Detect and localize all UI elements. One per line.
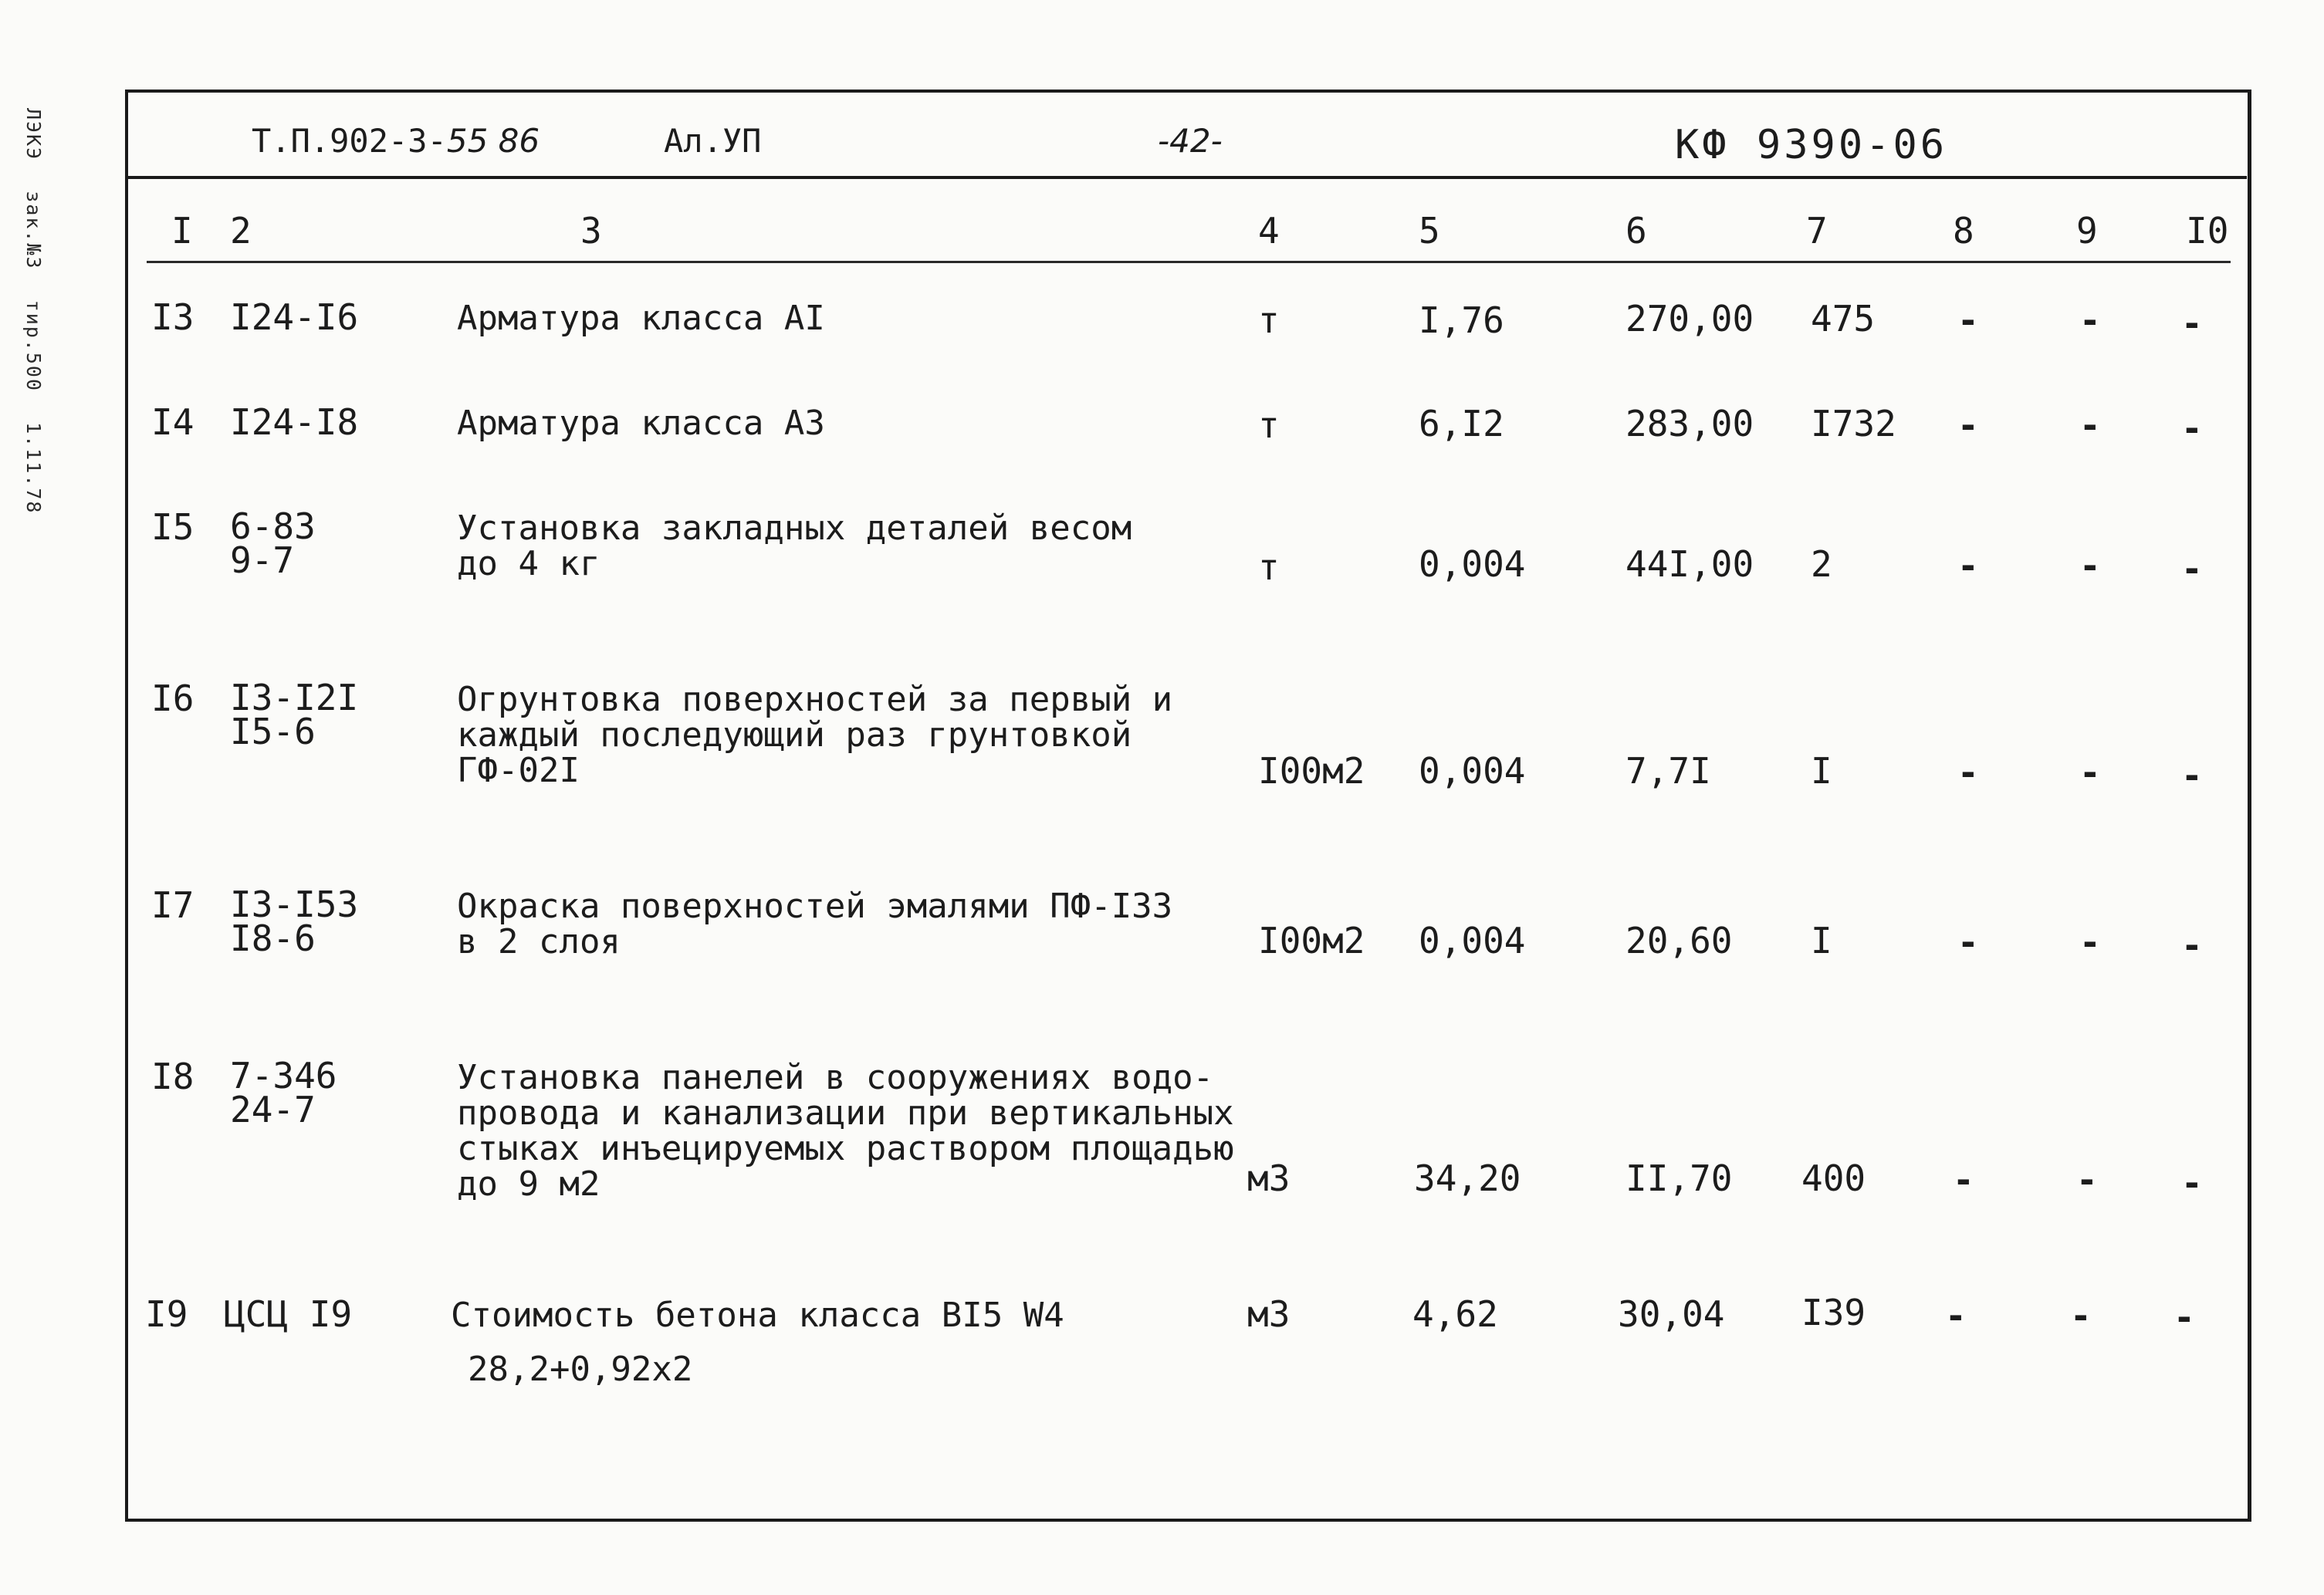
col-8-value: - xyxy=(1957,921,1979,963)
unit-price: II,70 xyxy=(1625,1157,1733,1199)
rate-code: 7-346 24-7 xyxy=(230,1055,337,1130)
row-number: I5 xyxy=(151,506,195,548)
rate-code: I24-I6 xyxy=(230,296,359,338)
quantity: 0,004 xyxy=(1419,543,1526,585)
total-cost: I xyxy=(1811,920,1832,961)
col-9-value: - xyxy=(2079,545,2101,586)
unit: т xyxy=(1258,546,1280,588)
row-number: I4 xyxy=(151,401,195,443)
col-header-4: 4 xyxy=(1258,210,1280,252)
row-number: I9 xyxy=(145,1293,188,1335)
col-9-value: - xyxy=(2070,1295,2092,1336)
work-description: Арматура класса AI xyxy=(457,299,825,338)
stamp-org: ЛЭКЭ xyxy=(22,108,45,161)
project-prefix: Т.П.902-3- xyxy=(252,122,447,160)
unit-price: 20,60 xyxy=(1625,920,1733,961)
total-cost: I xyxy=(1811,750,1832,792)
col-header-1: I xyxy=(171,210,193,252)
quantity: 6,I2 xyxy=(1419,403,1504,444)
col-9-value: - xyxy=(2079,921,2101,963)
project-code xyxy=(252,122,540,160)
stamp-copies: тир.500 xyxy=(22,299,45,393)
col-9-value: - xyxy=(2076,1159,2098,1201)
col-header-8: 8 xyxy=(1953,210,1974,252)
row-number: I3 xyxy=(151,296,195,338)
quantity: 0,004 xyxy=(1419,750,1526,792)
col-10-value: - xyxy=(2181,1162,2203,1204)
col-10-value: - xyxy=(2181,548,2203,590)
col-8-value: - xyxy=(1957,404,1979,446)
quantity: 0,004 xyxy=(1419,920,1526,961)
total-cost: 2 xyxy=(1811,543,1832,585)
col-9-value: - xyxy=(2079,299,2101,341)
rate-code: 6-83 9-7 xyxy=(230,505,316,581)
rate-code: I3-I53 I8-6 xyxy=(230,884,359,959)
col-header-6: 6 xyxy=(1625,210,1647,252)
unit: т xyxy=(1258,299,1280,341)
col-9-value: - xyxy=(2079,752,2101,793)
print-stamp xyxy=(22,108,45,531)
document-code: КФ 9390-06 xyxy=(1675,122,1948,168)
col-10-value: - xyxy=(2181,302,2203,344)
stamp-date: 1.11.78 xyxy=(22,422,45,515)
row-number: I8 xyxy=(151,1056,195,1097)
rate-code: I3-I2I I5-6 xyxy=(230,677,359,752)
rate-code: ЦСЦ I9 xyxy=(224,1293,353,1335)
stamp-order: зак.№3 xyxy=(22,191,45,270)
total-cost: I732 xyxy=(1811,403,1896,444)
total-cost: 475 xyxy=(1811,298,1876,340)
work-description: Огрунтовка поверхностей за первый и каждый последующий раз грунтовкой ГФ-02I xyxy=(457,680,1173,790)
unit: м3 xyxy=(1247,1157,1291,1199)
col-header-5: 5 xyxy=(1419,210,1440,252)
total-cost: I39 xyxy=(1801,1292,1866,1333)
work-description: Стоимость бетона класса BI5 W4 xyxy=(451,1296,1064,1335)
album-label: Ал.УП xyxy=(664,122,762,160)
project-number-handwritten: 55 86 xyxy=(446,122,540,160)
col-header-7: 7 xyxy=(1806,210,1828,252)
unit-price: 283,00 xyxy=(1625,403,1754,444)
col-8-value: - xyxy=(1953,1159,1974,1201)
total-cost: 400 xyxy=(1801,1157,1866,1199)
col-8-value: - xyxy=(1957,752,1979,793)
header-divider xyxy=(128,176,2247,179)
col-8-value: - xyxy=(1945,1295,1967,1336)
work-description: Установка панелей в сооружениях водо- провода и канализации при вертикальных стыках инъецируемых раствором площадью до 9 м2 xyxy=(457,1058,1234,1204)
column-header-divider xyxy=(147,261,2231,263)
unit-price: 270,00 xyxy=(1625,298,1754,340)
col-header-2: 2 xyxy=(230,210,252,252)
col-10-value: - xyxy=(2181,924,2203,966)
quantity: 4,62 xyxy=(1412,1293,1498,1335)
unit: I00м2 xyxy=(1258,750,1365,792)
col-header-10: I0 xyxy=(2186,210,2229,252)
col-10-value: - xyxy=(2181,755,2203,796)
unit: м3 xyxy=(1247,1293,1291,1335)
work-description: Установка закладных деталей весом до 4 кг xyxy=(457,509,1132,583)
col-9-value: - xyxy=(2079,404,2101,446)
page-frame xyxy=(125,90,2251,1522)
col-8-value: - xyxy=(1957,299,1979,341)
page-number: -42- xyxy=(1158,122,1223,160)
quantity: 34,20 xyxy=(1414,1157,1521,1199)
rate-code: I24-I8 xyxy=(230,401,359,443)
col-header-9: 9 xyxy=(2076,210,2098,252)
row-number: I6 xyxy=(151,678,195,719)
work-description: Окраска поверхностей эмалями ПФ-I33 в 2 слоя xyxy=(457,887,1173,961)
unit-price: 44I,00 xyxy=(1625,543,1754,585)
calculation-note: 28,2+0,92х2 xyxy=(468,1350,693,1389)
col-8-value: - xyxy=(1957,545,1979,586)
row-number: I7 xyxy=(151,884,195,926)
col-10-value: - xyxy=(2173,1296,2195,1338)
unit: I00м2 xyxy=(1258,920,1365,961)
col-header-3: 3 xyxy=(580,210,602,252)
unit-price: 7,7I xyxy=(1625,750,1711,792)
unit-price: 30,04 xyxy=(1618,1293,1725,1335)
work-description: Арматура класса А3 xyxy=(457,404,825,443)
quantity: I,76 xyxy=(1419,299,1504,341)
col-10-value: - xyxy=(2181,407,2203,449)
unit: т xyxy=(1258,404,1280,446)
